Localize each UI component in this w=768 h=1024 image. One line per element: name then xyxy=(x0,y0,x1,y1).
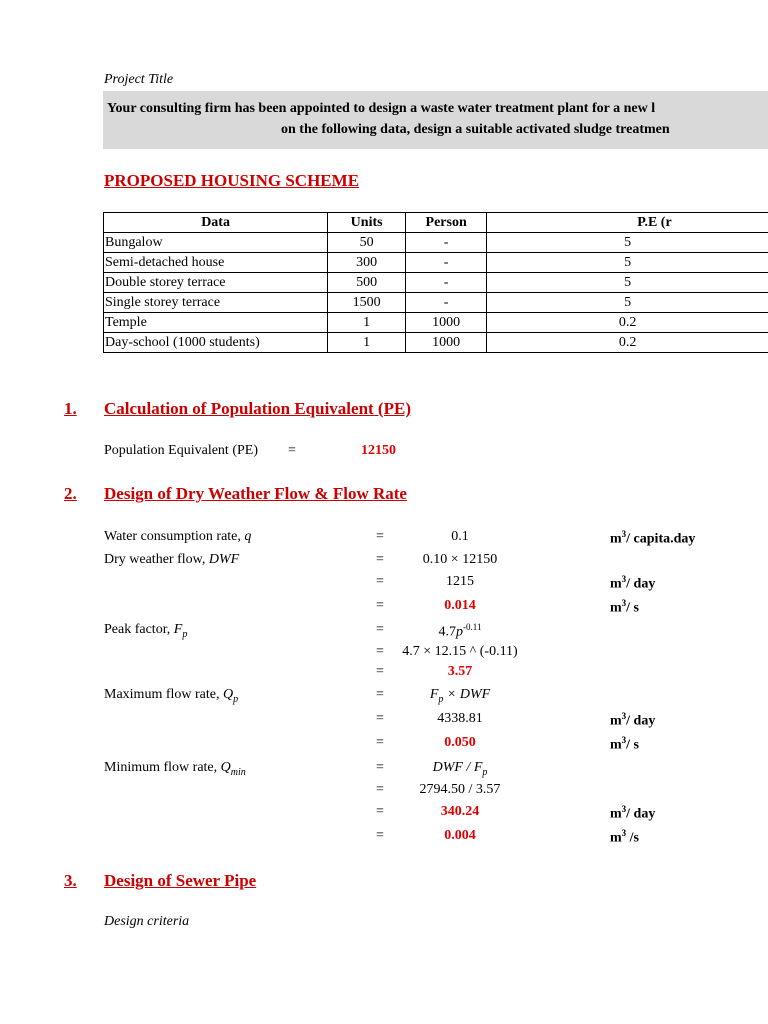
row-person: - xyxy=(406,273,487,293)
section-2-title: Design of Dry Weather Flow & Flow Rate xyxy=(104,484,407,503)
row-pe: 0.2 xyxy=(487,333,768,353)
row-person: 1000 xyxy=(406,333,487,353)
equals-sign: = xyxy=(376,574,384,589)
dwf-unit-per-second: $m^3/$ s xyxy=(610,598,640,616)
section-1-number: 1. xyxy=(64,399,77,418)
housing-data-table xyxy=(103,212,768,353)
row-name: Day-school (1000 students) xyxy=(104,333,328,353)
row-units: 50 xyxy=(328,233,406,253)
section-3-number: 3. xyxy=(64,871,77,890)
row-units: 500 xyxy=(328,273,406,293)
equals-sign: = xyxy=(376,804,384,819)
equals-sign: = xyxy=(376,760,384,775)
row-name: Semi-detached house xyxy=(104,253,328,273)
equals-sign: = xyxy=(376,711,384,726)
row-name: Bungalow xyxy=(104,233,328,253)
project-title-label: Project Title xyxy=(104,72,174,87)
equals-sign: = xyxy=(376,735,384,750)
section-1-title: Calculation of Population Equivalent (PE) xyxy=(104,399,411,418)
section-3-title: Design of Sewer Pipe xyxy=(104,871,257,890)
pe-equals: = xyxy=(288,443,296,458)
row-pe: 0.2 xyxy=(487,313,768,333)
row-person: 1000 xyxy=(406,313,487,333)
equals-sign: = xyxy=(376,552,384,567)
min-flow-unit-per-second: $m^3$ /s xyxy=(610,828,640,846)
table-row xyxy=(104,253,768,273)
equals-sign: = xyxy=(376,782,384,797)
header-person: Person xyxy=(406,213,487,233)
row-person: - xyxy=(406,293,487,313)
equals-sign: = xyxy=(376,529,384,544)
min-flow-value-per-second: 0.004 xyxy=(444,828,476,843)
table-row xyxy=(104,233,768,253)
table-row xyxy=(104,293,768,313)
row-units: 1 xyxy=(328,313,406,333)
project-description-banner xyxy=(103,91,768,149)
peak-factor-label: Peak factor, $F_p$ xyxy=(104,622,188,640)
table-row xyxy=(104,273,768,293)
row-units: 300 xyxy=(328,253,406,273)
min-flow-formula: DWF / $F_p$ xyxy=(432,760,488,778)
banner-line-1: Your consulting firm has been appointed to design a waste water treatment plant for a new l xyxy=(107,101,656,116)
header-data: Data xyxy=(104,213,328,233)
peak-factor-formula: $4.7p^{-0.11}$ xyxy=(438,622,482,640)
max-flow-value: 4338.81 xyxy=(437,711,483,726)
max-flow-unit: $m^3/$ day xyxy=(610,711,656,729)
dwf-value: 1215 xyxy=(446,574,474,589)
row-name: Temple xyxy=(104,313,328,333)
dwf-label: Dry weather flow, DWF xyxy=(104,552,240,567)
design-criteria-label: Design criteria xyxy=(104,914,190,929)
row-pe: 5 xyxy=(487,233,768,253)
row-name: Single storey terrace xyxy=(104,293,328,313)
table-row xyxy=(104,313,768,333)
row-pe: 5 xyxy=(487,273,768,293)
pe-label: Population Equivalent (PE) xyxy=(104,443,258,458)
housing-scheme-heading: PROPOSED HOUSING SCHEME xyxy=(104,171,360,190)
peak-factor-expression: 4.7 × 12.15 ^ (-0.11) xyxy=(402,644,518,659)
max-flow-formula: $F_p$ × DWF xyxy=(429,687,491,705)
row-pe: 5 xyxy=(487,293,768,313)
equals-sign: = xyxy=(376,598,384,613)
header-units: Units xyxy=(328,213,406,233)
header-pe: P.E (r xyxy=(487,213,768,233)
min-flow-value: 340.24 xyxy=(440,804,480,819)
water-consumption-value: 0.1 xyxy=(451,529,469,544)
pe-value: 12150 xyxy=(361,443,396,458)
dwf-expression: 0.10 × 12150 xyxy=(422,552,498,567)
peak-factor-value: 3.57 xyxy=(447,664,473,679)
water-consumption-unit: $m^3/$ capita.day xyxy=(610,529,696,547)
row-pe: 5 xyxy=(487,253,768,273)
section-2-number: 2. xyxy=(64,484,77,503)
table-header-row xyxy=(104,213,768,233)
equals-sign: = xyxy=(376,644,384,659)
min-flow-unit: $m^3/$ day xyxy=(610,804,656,822)
max-flow-label: Maximum flow rate, $Q_p$ xyxy=(104,687,239,705)
min-flow-expression: 2794.50 / 3.57 xyxy=(419,782,501,797)
min-flow-label: Minimum flow rate, $Q_{min}$ xyxy=(104,760,246,778)
row-person: - xyxy=(406,253,487,273)
max-flow-unit-per-second: $m^3/$ s xyxy=(610,735,640,753)
dwf-unit: $m^3/$ day xyxy=(610,574,656,592)
row-units: 1500 xyxy=(328,293,406,313)
row-name: Double storey terrace xyxy=(104,273,328,293)
table-row xyxy=(104,333,768,353)
row-units: 1 xyxy=(328,333,406,353)
equals-sign: = xyxy=(376,664,384,679)
equals-sign: = xyxy=(376,828,384,843)
water-consumption-label: Water consumption rate, q xyxy=(104,529,252,544)
equals-sign: = xyxy=(376,622,384,637)
equals-sign: = xyxy=(376,687,384,702)
max-flow-value-per-second: 0.050 xyxy=(444,735,476,750)
row-person: - xyxy=(406,233,487,253)
dwf-value-per-second: 0.014 xyxy=(444,598,476,613)
banner-line-2: on the following data, design a suitable activated sludge treatmen xyxy=(281,122,670,137)
